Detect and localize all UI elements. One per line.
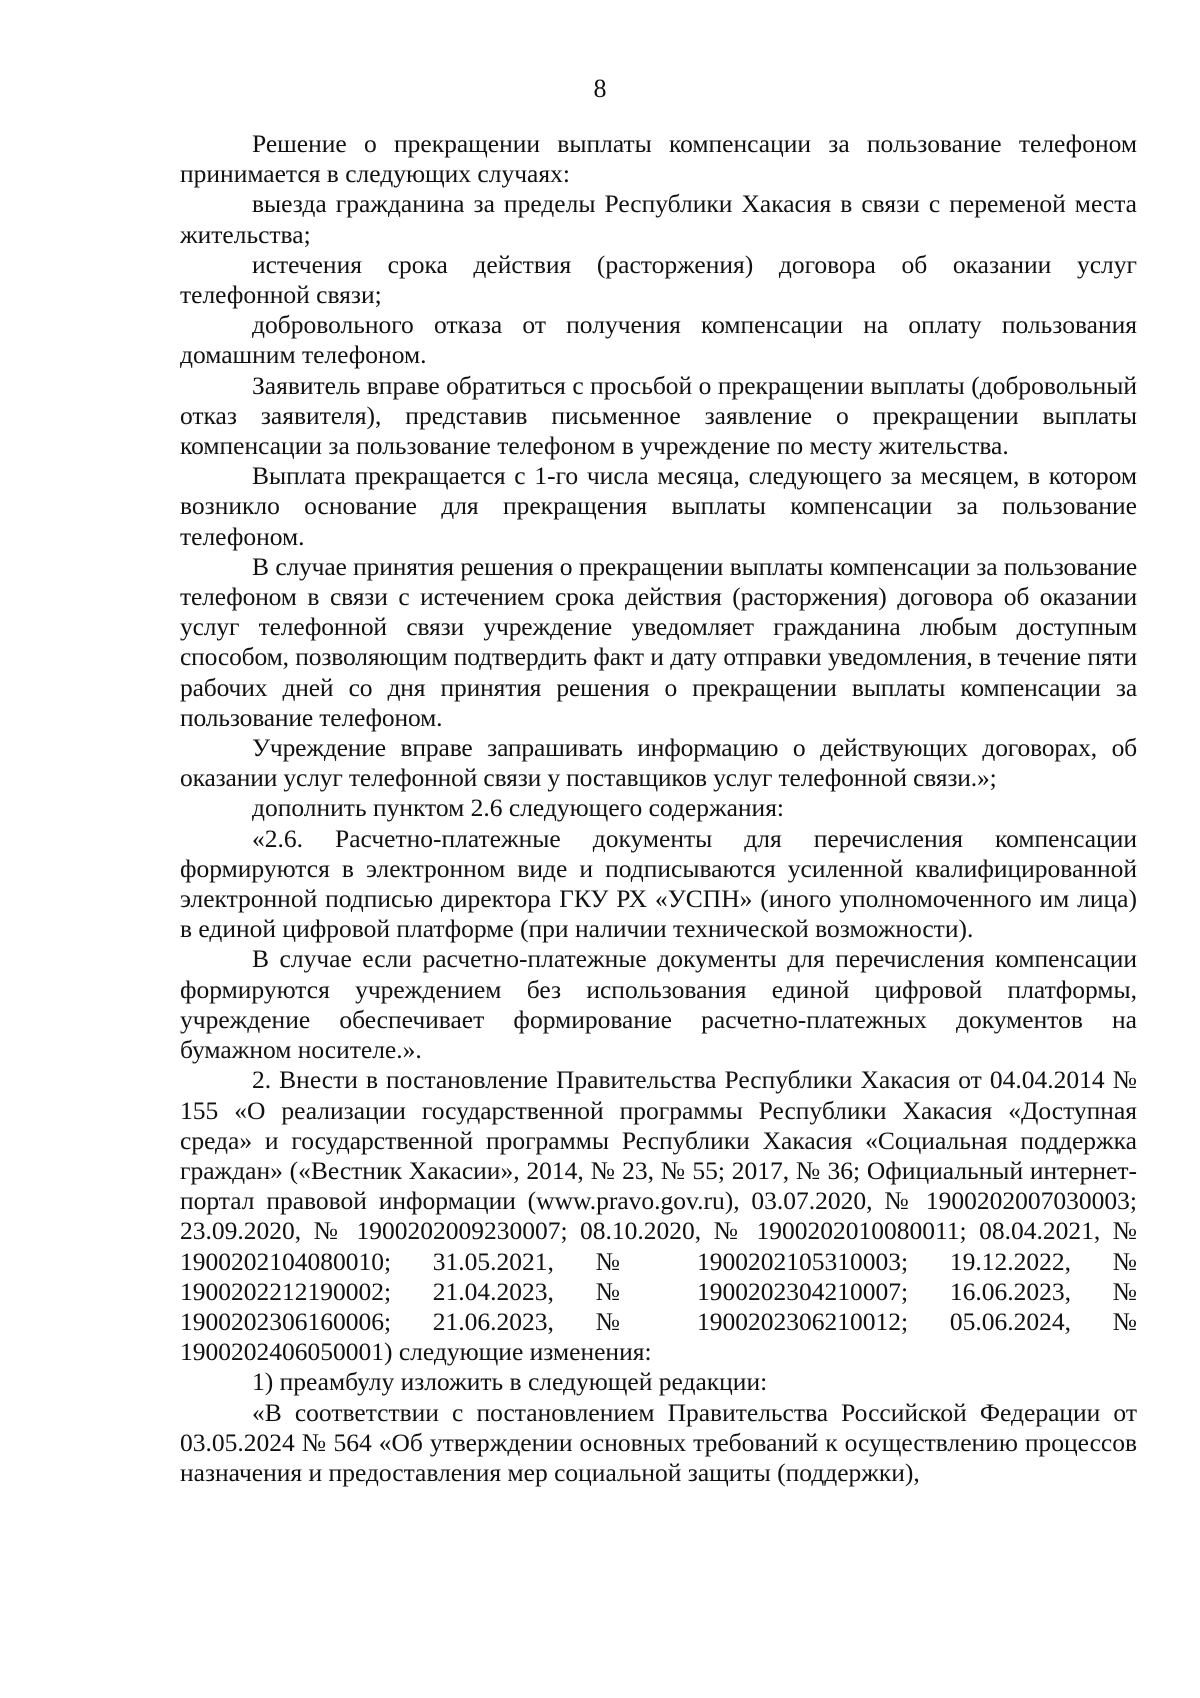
paragraph-case-contract-expiry: истечения срока действия (расторжения) договора об оказании услуг телефонной связи; (180, 249, 1137, 310)
document-body (180, 129, 1137, 1488)
paragraph-information-request: Учреждение вправе запрашивать информацию о действующих договорах, об оказании услуг телефонной связи у поставщиков услуг телефонной связи.»; (180, 733, 1137, 793)
paragraph-preamble: 1) преамбулу изложить в следующей редакции: (252, 1367, 768, 1397)
paragraph-notification: В случае принятия решения о прекращении выплаты компенсации за пользование телефоном в связи с истечением срока действия (расторжения) договора об оказании услуг телефонной связи учреждение уведомляет гражданина любым доступным способом, позволяющим подтвердить факт и дату отправки уведомления, в течение пяти рабочих дней со дня принятия решения о прекращении выплаты компенсации за пользование телефоном. (180, 551, 1137, 732)
paragraph-item-2-6: «2.6. Расчетно-платежные документы для перечисления компенсации формируются в электронном виде и подписываются усиленной квалифицированной электронной подписью директора ГКУ РХ «УСПН» (иного уполномоченного им лица) в единой цифровой платформе (при наличии технической возможности). (180, 823, 1137, 944)
page-number: 8 (593, 74, 607, 103)
paragraph-paper-documents: В случае если расчетно-платежные документы для перечисления компенсации формируются учреждением без использования единой цифровой платформы, учреждение обеспечивает формирование расчетно-платежных документов на бумажном носителе.». (180, 944, 1137, 1065)
paragraph-add-item-2-6: дополнить пунктом 2.6 следующего содержания: (252, 793, 785, 823)
paragraph-payment-stop: Выплата прекращается с 1-го числа месяца, следующего за месяцем, в котором возникло основание для прекращения выплаты компенсации за пользование телефоном. (180, 461, 1137, 551)
paragraph-case-voluntary-refusal: добровольного отказа от получения компенсации на оплату пользования домашним телефоном. (180, 310, 1137, 370)
paragraph-preamble-text: «В соответствии с постановлением Правительства Российской Федерации от 03.05.2024 № 564 «Об утверждении основных требований к осуществлению процессов назначения и предоставления мер социальной защиты (поддержки), (180, 1397, 1137, 1487)
paragraph-case-relocation: выезда гражданина за пределы Республики Хакасия в связи с переменой места жительства; (180, 189, 1137, 249)
paragraph-amend-resolution: 2. Внести в постановление Правительства Республики Хакасия от 04.04.2014 № 155 «О реализации государственной программы Республики Хакасия «Доступная среда» и государственной программы Республики Хакасия «Социальная поддержка граждан» («Вестник Хакасии», 2014, № 23, № 55; 2017, № 36; Официальный интернет-портал правовой информации (www.pravo.gov.ru), 03.07.2020, № 1900202007030003; 23.09.2020, № 1900202009230007; 08.10.2020, № 1900202010080011; 08.04.2021, № 1900202104080010; 31.05.2021, № 1900202105310003; 19.12.2022, № 1900202212190002; 21.04.2023, № 1900202304210007; 16.06.2023, № 1900202306160006; 21.06.2023, № 1900202306210012; 05.06.2024, № 1900202406050001) следующие изменения: (180, 1065, 1137, 1367)
paragraph-decision-termination: Решение о прекращении выплаты компенсации за пользование телефоном принимается в следующих случаях: (180, 129, 1137, 189)
paragraph-applicant-request: Заявитель вправе обратиться с просьбой о прекращении выплаты (добровольный отказ заявителя), представив письменное заявление о прекращении выплаты компенсации за пользование телефоном в учреждение по месту жительства. (180, 370, 1137, 461)
